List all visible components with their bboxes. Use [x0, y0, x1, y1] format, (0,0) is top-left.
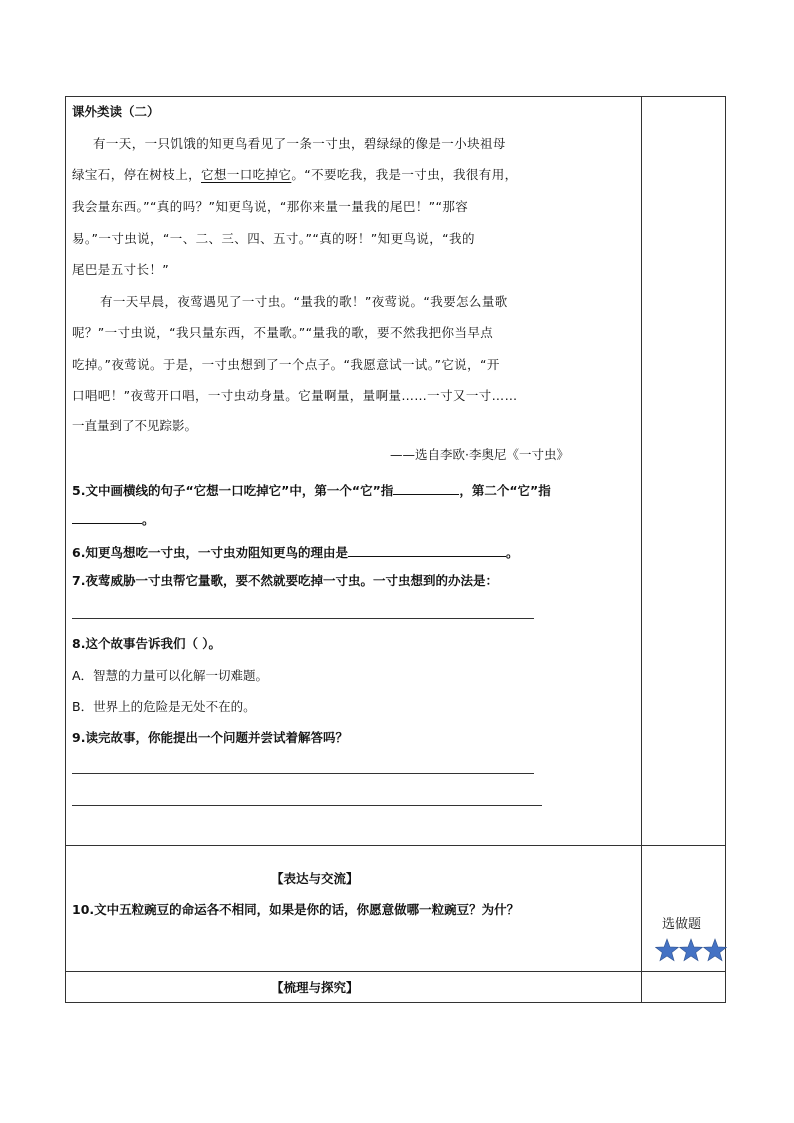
answer-line[interactable]: [72, 618, 534, 619]
passage-line: 有一天，一只饥饿的知更鸟看见了一条一寸虫，碧绿绿的像是一小块祖母: [93, 136, 506, 151]
star-icon: [656, 939, 679, 961]
answer-blank[interactable]: [72, 510, 142, 524]
question-7: 7.夜莺威胁一寸虫帮它量歌，要不然就要吃掉一寸虫。一寸虫想到的办法是：: [72, 573, 498, 588]
star-icon: [680, 939, 703, 961]
table-row-divider: [65, 845, 726, 846]
passage-line: 有一天早晨，夜莺遇见了一寸虫。“量我的歌！”夜莺说。“我要怎么量歌: [100, 294, 508, 309]
answer-blank[interactable]: [393, 481, 459, 495]
question-8: 8.这个故事告诉我们（ ）。: [72, 636, 222, 651]
optional-label: 选做题: [662, 917, 702, 932]
passage-line: 呢？”一寸虫说，“我只量东西，不量歌。”“量我的歌，要不然我把你当早点: [72, 325, 494, 340]
passage-line: 口唱吧！”夜莺开口唱，一寸虫动身量。它量啊量，量啊量……一寸又一寸……: [72, 388, 518, 403]
passage-line: 尾巴是五寸长！”: [72, 262, 170, 277]
answer-line[interactable]: [72, 773, 534, 774]
passage-line: 我会量东西。”“真的吗？”知更鸟说，“那你来量一量我的尾巴！”“那容: [72, 199, 469, 214]
reading-title: 课外类读（二）: [72, 104, 160, 119]
table-row-divider: [65, 971, 726, 972]
option-a: A．智慧的力量可以化解一切难题。: [72, 668, 269, 683]
expression-heading: 【表达与交流】: [271, 871, 359, 886]
star-icon: [704, 939, 727, 961]
answer-blank[interactable]: [348, 543, 506, 557]
passage-line: 吃掉。”夜莺说。于是，一寸虫想到了一个点子。“我愿意试一试。”它说，“开: [72, 357, 500, 372]
passage-line: 易。”一寸虫说，“一、二、三、四、五寸。”“真的呀！”知更鸟说，“我的: [72, 231, 475, 246]
question-6: 6.知更鸟想吃一寸虫，一寸虫劝阻知更鸟的理由是 。: [72, 545, 519, 560]
passage-line: 绿宝石，停在树枝上，它想一口吃掉它。“不要吃我，我是一寸虫，我很有用，: [72, 167, 518, 182]
underlined-sentence: 它想一口吃掉它: [201, 167, 292, 182]
difficulty-stars: [655, 937, 727, 963]
question-5: 5.文中画横线的句子“它想一口吃掉它”中，第一个“它”指 ，第二个“它”指: [72, 483, 551, 498]
question-10: 10.文中五粒豌豆的命运各不相同，如果是你的话，你愿意做哪一粒豌豆？为什？: [72, 902, 520, 917]
answer-line[interactable]: [72, 805, 542, 806]
sorting-heading: 【梳理与探究】: [271, 980, 359, 995]
table-column-divider: [641, 96, 642, 1003]
question-9: 9.读完故事，你能提出一个问题并尝试着解答吗？: [72, 730, 348, 745]
passage-source: ——选自李欧·李奥尼《一寸虫》: [390, 447, 569, 462]
option-b: B．世界上的危险是无处不在的。: [72, 699, 256, 714]
question-5-continued: 。: [72, 510, 155, 528]
passage-line: 一直量到了不见踪影。: [72, 418, 198, 433]
